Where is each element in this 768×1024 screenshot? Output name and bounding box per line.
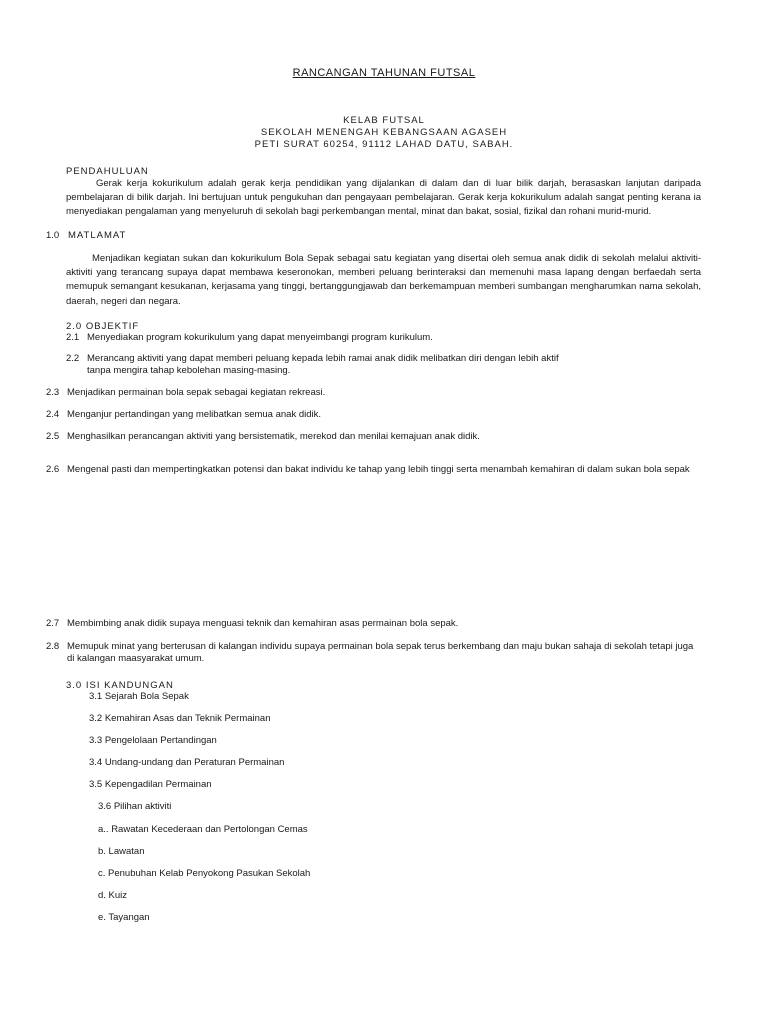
matlamat-body: Menjadikan kegiatan sukan dan kokurikulum Bola Sepak sebagai satu kegiatan yang disertai oleh semua anak didik di sekolah melalui aktiviti-aktiviti yang terancang supaya dapat membawa keseronokan, memberi peluang berinteraksi dan memenuhi masa lapang dengan berfaedah serta memupuk semangant kesukanan, kerjasama yang tinggi, bertanggungjawab dan berkemampuan memberi sumbangan mengharumkan nama sekolah, daerah, negeri dan negara. [66,253,701,307]
isi-kandungan-subitem: b. Lawatan [98,846,145,857]
objektif-number-2-6: 2.6 [46,464,60,475]
objektif-number-2-7: 2.7 [46,618,60,629]
isi-kandungan-subitem: e. Tayangan [98,912,150,923]
isi-kandungan-subitem: a.. Rawatan Kecederaan dan Pertolongan Cemas [98,824,308,835]
isi-kandungan-heading: 3.0 ISI KANDUNGAN [66,680,174,691]
objektif-item-2-2-continued: tanpa mengira tahap kebolehan masing-masing. [87,365,291,376]
objektif-item-2-7: Membimbing anak didik supaya menguasi teknik dan kemahiran asas permainan bola sepak. [67,618,459,629]
pendahuluan-body: Gerak kerja kokurikulum adalah gerak kerja pendidikan yang dijalankan di dalam dan di luar bilik darjah, berasaskan lanjutan daripada pembelajaran di bilik darjah. Ini bertujuan untuk pengukuhan dan pengayaan pembelajaran. Gerak kerja kokurikulum adalah sangat penting kerana ia menyediakan pengalaman yang menyeluruh di sekolah bagi perkembangan mental, minat dan bakat, sosial, fizikal dan rohani murid-murid. [66,178,701,218]
objektif-number-2-8: 2.8 [46,641,60,652]
objektif-item-2-8: Memupuk minat yang berterusan di kalangan individu supaya permainan bola sepak terus berkembang dan maju bukan sahaja di sekolah tetapi juga [67,641,694,652]
objektif-item-2-8-continued: di kalangan maasyarakat umum. [67,653,205,664]
isi-kandungan-item: 3.5 Kepengadilan Permainan [89,779,212,790]
objektif-number-2-5: 2.5 [46,431,60,442]
isi-kandungan-item: 3.2 Kemahiran Asas dan Teknik Permainan [89,713,271,724]
matlamat-heading: MATLAMAT [68,230,127,241]
objektif-heading: 2.0 OBJEKTIF [66,321,140,332]
pendahuluan-heading: PENDAHULUAN [66,166,149,177]
isi-kandungan-item: 3.4 Undang-undang dan Peraturan Permainan [89,757,285,768]
matlamat-number: 1.0 [46,230,60,241]
objektif-number-2-2: 2.2 [66,353,80,364]
objektif-number-2-4: 2.4 [46,409,60,420]
isi-kandungan-item: 3.3 Pengelolaan Pertandingan [89,735,217,746]
isi-kandungan-item: 3.1 Sejarah Bola Sepak [89,691,189,702]
objektif-item-2-4: Menganjur pertandingan yang melibatkan semua anak didik. [67,409,322,420]
isi-kandungan-item: 3.6 Pilihan aktiviti [98,801,172,812]
header-club: KELAB FUTSAL [343,115,425,126]
document-title: RANCANGAN TAHUNAN FUTSAL [292,67,476,79]
isi-kandungan-subitem: c. Penubuhan Kelab Penyokong Pasukan Sekolah [98,868,311,879]
objektif-item-2-6: Mengenal pasti dan mempertingkatkan potensi dan bakat individu ke tahap yang lebih tinggi serta menambah kemahiran di dalam sukan bola sepak [67,464,690,475]
objektif-item-2-5: Menghasilkan perancangan aktiviti yang bersistematik, merekod dan menilai kemajuan anak didik. [67,431,480,442]
objektif-number-2-3: 2.3 [46,387,60,398]
header-address: PETI SURAT 60254, 91112 LAHAD DATU, SABAH. [254,139,514,150]
header-school: SEKOLAH MENENGAH KEBANGSAAN AGASEH [260,127,508,138]
isi-kandungan-subitem: d. Kuiz [98,890,128,901]
objektif-item-2-2: Merancang aktiviti yang dapat memberi peluang kepada lebih ramai anak didik melibatkan diri dengan lebih aktif [87,353,559,364]
objektif-item-2-3: Menjadikan permainan bola sepak sebagai kegiatan rekreasi. [67,387,326,398]
objektif-item-2-1: Menyediakan program kokurikulum yang dapat menyeimbangi program kurikulum. [87,332,433,343]
objektif-number-2-1: 2.1 [66,332,80,343]
